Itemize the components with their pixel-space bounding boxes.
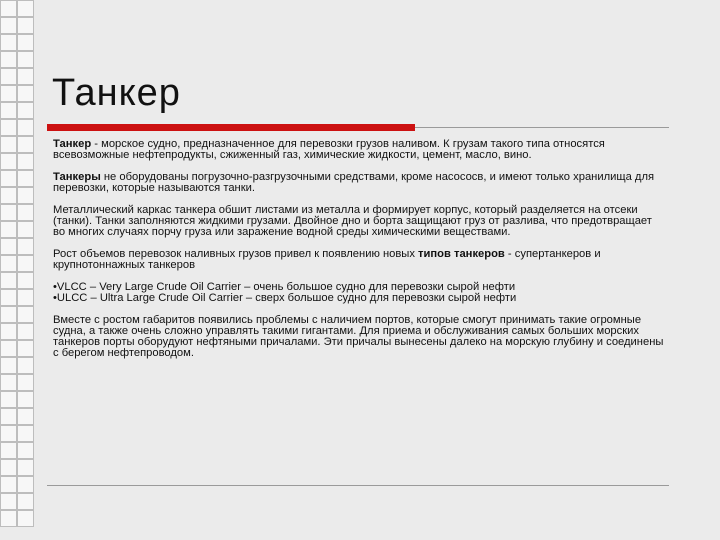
grid-square bbox=[17, 510, 34, 527]
grid-square bbox=[0, 442, 17, 459]
grid-square bbox=[0, 119, 17, 136]
grid-square bbox=[0, 493, 17, 510]
grid-square bbox=[17, 357, 34, 374]
bottom-divider bbox=[47, 485, 669, 486]
grid-square bbox=[17, 272, 34, 289]
grid-square bbox=[0, 425, 17, 442]
grid-square bbox=[17, 68, 34, 85]
grid-square bbox=[0, 459, 17, 476]
grid-square bbox=[0, 0, 17, 17]
grid-square bbox=[17, 238, 34, 255]
grid-square bbox=[17, 306, 34, 323]
grid-square bbox=[17, 459, 34, 476]
grid-square bbox=[0, 306, 17, 323]
grid-square bbox=[0, 85, 17, 102]
grid-square bbox=[0, 510, 17, 527]
grid-square bbox=[0, 221, 17, 238]
grid-square bbox=[17, 102, 34, 119]
grid-square bbox=[0, 476, 17, 493]
term-tanker-types: типов танкеров bbox=[418, 248, 505, 260]
title-accent-bar bbox=[47, 124, 415, 131]
decorative-square-grid bbox=[0, 0, 34, 536]
grid-square bbox=[17, 374, 34, 391]
grid-square bbox=[17, 204, 34, 221]
term-tanker: Танкер bbox=[53, 138, 92, 150]
grid-square bbox=[17, 493, 34, 510]
grid-square bbox=[0, 17, 17, 34]
grid-square bbox=[17, 340, 34, 357]
paragraph-equipment: Танкеры не оборудованы погрузочно-разгрузочными средствами, кроме насососв, и имеют только хранилища для перевозки, которые называются танки. bbox=[53, 171, 655, 194]
grid-square bbox=[0, 170, 17, 187]
grid-square bbox=[0, 102, 17, 119]
bullet-ulcc: •ULCC – Ultra Large Crude Oil Carrier – сверх большое судно для перевозки сырой нефти bbox=[53, 292, 517, 304]
grid-square bbox=[0, 289, 17, 306]
paragraph-structure: Металлический каркас танкера обшит листами из металла и формирует корпус, который разделяется на отсеки (танки). Танки заполняются жидкими грузами. Двойное дно и борта защищают груз от разлива, что предотвращает во многих случаях порчу груза или заражение водной среды химическими веществами. bbox=[53, 204, 652, 238]
grid-square bbox=[17, 289, 34, 306]
grid-square bbox=[0, 136, 17, 153]
grid-square bbox=[17, 51, 34, 68]
term-tankers: Танкеры bbox=[53, 171, 101, 183]
grid-square bbox=[17, 408, 34, 425]
grid-square bbox=[0, 272, 17, 289]
grid-square bbox=[0, 357, 17, 374]
grid-square bbox=[17, 153, 34, 170]
grid-square bbox=[0, 340, 17, 357]
grid-square bbox=[0, 374, 17, 391]
grid-square bbox=[0, 68, 17, 85]
grid-square bbox=[17, 323, 34, 340]
grid-square bbox=[0, 323, 17, 340]
grid-square bbox=[17, 119, 34, 136]
grid-square bbox=[0, 238, 17, 255]
grid-square bbox=[17, 221, 34, 238]
grid-square bbox=[17, 425, 34, 442]
slide-title: Танкер bbox=[52, 72, 181, 114]
bullet-vlcc: •VLCC – Very Large Crude Oil Carrier – очень большое судно для перевозки сырой нефти bbox=[53, 281, 516, 293]
grid-square bbox=[17, 34, 34, 51]
grid-square bbox=[17, 0, 34, 17]
grid-square bbox=[17, 255, 34, 272]
grid-square bbox=[0, 391, 17, 408]
grid-square bbox=[17, 136, 34, 153]
grid-square bbox=[17, 187, 34, 204]
paragraph-growth: Рост объемов перевозок наливных грузов привел к появлению новых типов танкеров - супертанкеров и крупнотоннажных танкеров bbox=[53, 248, 601, 271]
paragraph-ports: Вместе с ростом габаритов появились проблемы с наличием портов, которые смогут принимать такие огромные судна, а также очень сложно управлять такими гигантами. Для приема и обслуживания самых больших морских танкеров порты оборудуют нефтяными причалами. Эти причалы вынесены далеко на морскую глубину и соединены с берегом нефтепроводом. bbox=[53, 314, 664, 359]
grid-square bbox=[17, 476, 34, 493]
grid-square bbox=[17, 170, 34, 187]
slide-body bbox=[53, 139, 665, 370]
paragraph-definition: Танкер - морское судно, предназначенное для перевозки грузов наливом. К грузам такого типа относятся всевозможные нефтепродукты, сжиженный газ, химические жидкости, цемент, масло, вино. bbox=[53, 138, 605, 161]
grid-square bbox=[17, 85, 34, 102]
grid-square bbox=[0, 255, 17, 272]
grid-square bbox=[0, 204, 17, 221]
grid-square bbox=[0, 408, 17, 425]
grid-square bbox=[17, 442, 34, 459]
grid-square bbox=[0, 153, 17, 170]
grid-square bbox=[0, 51, 17, 68]
grid-square bbox=[17, 17, 34, 34]
grid-square bbox=[17, 391, 34, 408]
grid-square bbox=[0, 34, 17, 51]
grid-square bbox=[0, 187, 17, 204]
